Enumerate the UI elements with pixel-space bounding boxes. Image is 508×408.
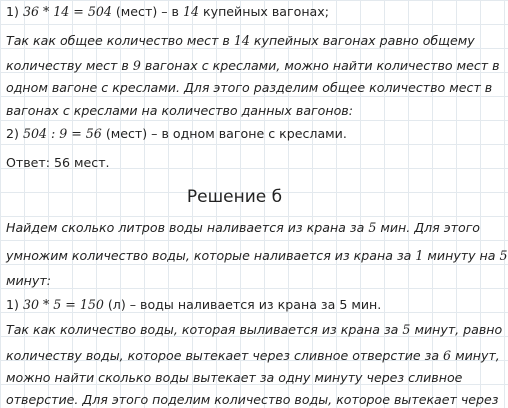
paragraph-b1-line3: минут: bbox=[6, 273, 51, 288]
paragraph-a-line2: количеству мест в 9 вагонах с креслами, можно найти количество мест в bbox=[6, 58, 500, 73]
paragraph-b1-line1: Найдем сколько литров воды наливается из крана за 5 мин. Для этого bbox=[6, 220, 481, 235]
paragraph-b2-line2: количеству воды, которое вытекает через сливное отверстие за 6 минут, bbox=[6, 348, 500, 363]
step-a1: 1) 36 * 14 = 504 (мест) – в 14 купейных вагонах; bbox=[6, 4, 329, 19]
paragraph-b1-line2: умножим количество воды, которые наливается из крана за 1 минуту на 5 bbox=[6, 248, 508, 263]
paragraph-a-line3: одном вагоне с креслами. Для этого разделим общее количество мест в bbox=[6, 80, 493, 95]
step-a2: 2) 504 : 9 = 56 (мест) – в одном вагоне с креслами. bbox=[6, 126, 347, 141]
paragraph-a-line1: Так как общее количество мест в 14 купейных вагонах равно общему bbox=[6, 33, 475, 48]
answer-a: Ответ: 56 мест. bbox=[6, 155, 110, 170]
step-b1: 1) 30 * 5 = 150 (л) – воды наливается из крана за 5 мин. bbox=[6, 297, 382, 312]
paragraph-b2-line4: отверстие. Для этого поделим количество воды, которое вытекает через bbox=[6, 392, 499, 407]
section-title-b: Решение б bbox=[186, 187, 283, 207]
paragraph-a-line4: вагонах с креслами на количество данных вагонов: bbox=[6, 103, 353, 118]
paragraph-b2-line1: Так как количество воды, которая выливается из крана за 5 минут, равно bbox=[6, 322, 503, 337]
paragraph-b2-line3: можно найти сколько воды вытекает за одну минуту через сливное bbox=[6, 370, 463, 385]
